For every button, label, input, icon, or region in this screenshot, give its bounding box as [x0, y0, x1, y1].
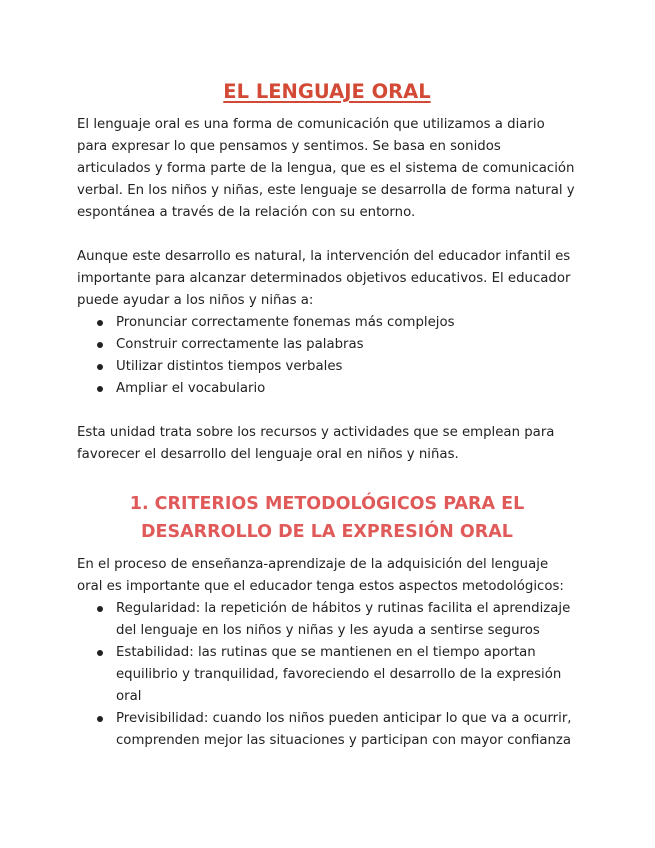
- list-item: Regularidad: la repetición de hábitos y rutinas facilita el aprendizaje del lenguaje en los niños y niñas y les ayuda a sentirse seguros: [116, 598, 577, 642]
- list-item: Estabilidad: las rutinas que se mantienen en el tiempo aportan equilibrio y tranquilidad, favoreciendo el desarrollo de la expresión oral: [116, 642, 577, 708]
- list-item: Ampliar el vocabulario: [116, 378, 577, 400]
- paragraph-spacer: [77, 400, 577, 422]
- intro-paragraph-2: Aunque este desarrollo es natural, la intervención del educador infantil es importante para alcanzar determinados objetivos educativos. El educador puede ayudar a los niños y niñas a:: [77, 249, 571, 308]
- intro-paragraph-3: Esta unidad trata sobre los recursos y actividades que se emplean para favorecer el desarrollo del lenguaje oral en niños y niñas.: [77, 425, 555, 462]
- section-paragraph: En el proceso de enseñanza-aprendizaje de la adquisición del lenguaje oral es importante que el educador tenga estos aspectos metodológicos:: [77, 557, 564, 594]
- list-item: Previsibilidad: cuando los niños pueden anticipar lo que va a ocurrir, comprenden mejor las situaciones y participan con mayor confianza: [116, 708, 577, 752]
- paragraph-spacer: [77, 224, 577, 246]
- page-title: EL LENGUAJE ORAL: [223, 80, 431, 103]
- section-heading: 1. CRITERIOS METODOLÓGICOS PARA EL DESARROLLO DE LA EXPRESIÓN ORAL: [129, 494, 525, 542]
- intro-paragraph-1: El lenguaje oral es una forma de comunicación que utilizamos a diario para expresar lo que pensamos y sentimos. Se basa en sonidos articulados y forma parte de la lengua, que es el sistema de comunicación verbal. En los niños y niñas, este lenguaje se desarrolla de forma natural y espontánea a través de la relación con su entorno.: [77, 117, 575, 220]
- list-item: Pronunciar correctamente fonemas más complejos: [116, 312, 577, 334]
- list-item: Construir correctamente las palabras: [116, 334, 577, 356]
- document-page: [77, 78, 577, 752]
- objectives-list: [77, 312, 577, 400]
- list-item: Utilizar distintos tiempos verbales: [116, 356, 577, 378]
- criteria-list: [77, 598, 577, 752]
